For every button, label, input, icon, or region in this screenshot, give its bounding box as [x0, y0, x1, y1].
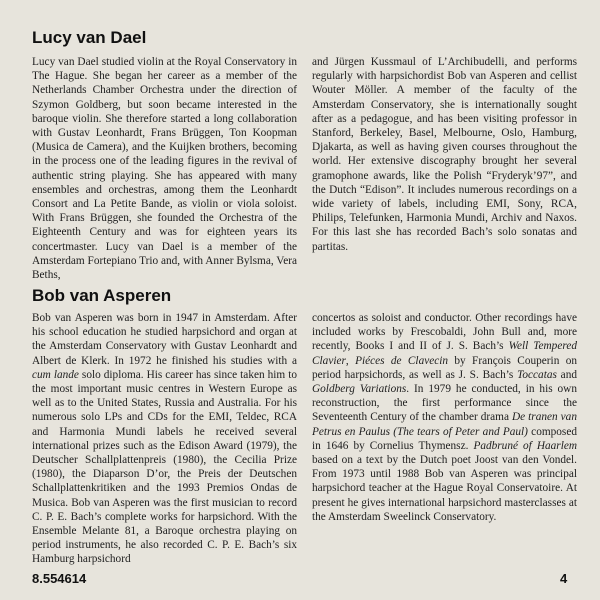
paragraph [312, 55, 577, 254]
bio-column-bob-right [312, 311, 577, 524]
bio-column-bob-left [32, 311, 297, 567]
section-heading-bob-van-asperen: Bob van Asperen [32, 286, 172, 305]
italic-title: Toccatas [517, 368, 557, 381]
text-run: based on a text by the Dutch poet Joost van den Vondel. From 1973 until 1988 Bob van Asperen was principal harpsichord teacher at the Hague Royal Conservatoire. At present he gives international harpsichord masterclasses at the Amsterdam Sweelinck Conservatory. [312, 454, 577, 523]
paragraph [32, 311, 297, 567]
italic-title: Padbruné of Haarlem [473, 439, 577, 452]
page-number: 4 [560, 571, 568, 586]
italic-title: Piéces de Clavecin [355, 354, 449, 367]
catalog-number: 8.554614 [32, 571, 87, 586]
text-run: Lucy van Dael studied violin at the Royal Conservatory in The Hague. She began her career as a member of the Netherlands Chamber Orchestra under the direction of Szymon Goldberg, but soon became interested in the baroque violin. She therefore started a long collaboration with Gustav Leonhardt, Frans Brüggen, Ton Koopman (Musica de Camera), and the Kuijken brothers, becoming in the process one of the leading figures in the revival of authentic string playing. She has appeared with many ensembles and orchestras, among them the Leonhardt Consort and La Petite Bande, as violin or viola soloist. With Frans Brüggen, she founded the Orchestra of the Eighteenth Century and was for eighteen years its concertmaster. Lucy van Dael is a member of the Amsterdam Fortepiano Trio and, with Anner Bylsma, Vera Beths, [32, 56, 297, 282]
text-run: , [345, 354, 356, 367]
italic-title: De tranen van Petrus en Paulus (The tears of Peter and Paul) [312, 411, 577, 438]
italic-title: Well Tempered Clavier [312, 340, 577, 367]
section-heading-lucy-van-dael: Lucy van Dael [32, 28, 147, 47]
text-run: by François Couperin on period harpsichords, as well as J. S. Bach’s [312, 354, 577, 381]
text-run: concertos as soloist and conductor. Other recordings have included works by Frescobaldi, John Bull and, more recently, Books I and II of J. S. Bach’s [312, 312, 577, 353]
italic-title: cum lande [32, 368, 79, 381]
text-run: solo diploma. His career has since taken him to the most important music centres in Western Europe as well as to the United States, Russia and Australia. For his numerous solo LPs and CDs for the EMI, Teldec, RCA and Harmonia Mundi labels he received several international prizes such as the Edison Award (1979), the Deutscher Schallplattenpreis (1980), the Cecilia Prize (1980), the Diaparson D’or, the Preis der Deutschen Schallplattenkritiken and the 1993 Premios Ondas de Musica. Bob van Asperen was the first musician to record C. P. E. Bach’s complete works for harpsichord. With the Ensemble Melante 81, a Baroque orchestra playing on period instruments, he also recorded C. P. E. Bach’s six Hamburg harpsichord [32, 368, 297, 566]
text-run: and Jürgen Kussmaul of L’Archibudelli, and performs regularly with harpsichordist Bob van Asperen and cellist Wouter Möller. A member of the faculty of the Amsterdam Conservatory, she is internationally sought after as a pedagogue, and has been visiting professor in Stanford, Berkeley, Basel, Melbourne, Oslo, Hamburg, Djakarta, as well as having given courses throughout the world. Her extensive discography brought her several gramophone awards, like the Polish “Fryderyk’97”, and the Dutch “Edison”. It includes numerous recordings on a wide variety of labels, including EMI, Sony, RCA, Philips, Telefunken, Harmonia Mundi, Archiv and Naxos. For this last she has recorded Bach’s solo sonatas and partitas. [312, 56, 577, 253]
italic-title: Goldberg Variations [312, 383, 407, 396]
text-run: and [556, 368, 577, 381]
text-run: Bob van Asperen was born in 1947 in Amsterdam. After his school education he studied harpsichord and organ at the Amsterdam Conservatory with Gustav Leonhardt and Albert de Klerk. In 1972 he finished his studies with a [32, 312, 297, 367]
text-run: composed in 1646 by Cornelius Thymensz. [312, 425, 577, 452]
text-run: . In 1979 he conducted, in his own reconstruction, the first performance since the Seventeenth Century of the chamber drama [312, 383, 577, 424]
paragraph [32, 55, 297, 282]
paragraph [312, 311, 577, 524]
bio-column-lucy-right [312, 55, 577, 254]
bio-column-lucy-left [32, 55, 297, 282]
